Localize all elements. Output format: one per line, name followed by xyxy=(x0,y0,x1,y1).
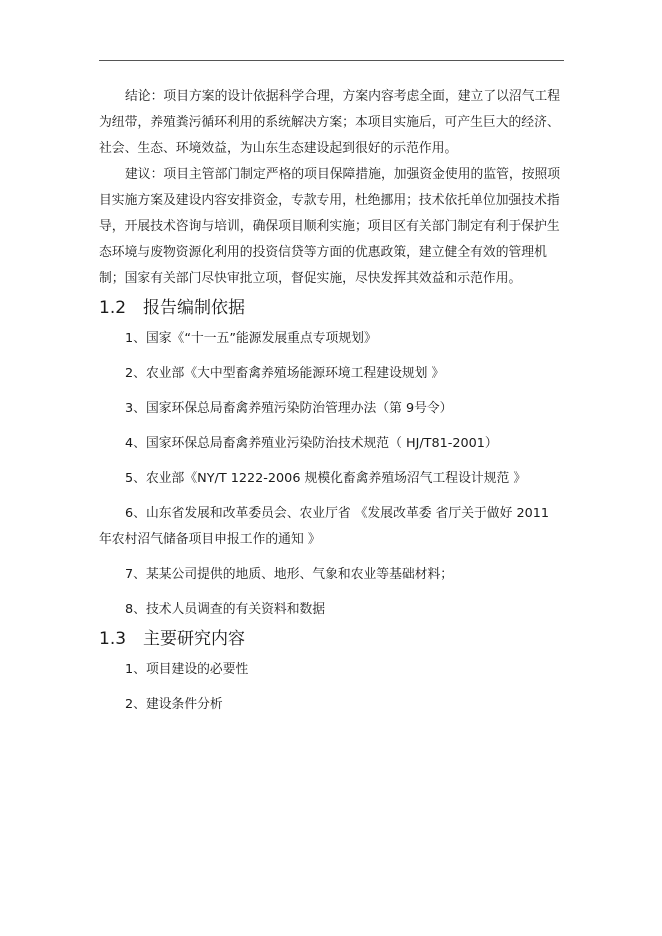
header-rule xyxy=(99,60,564,61)
list-item: 1、国家《“十一五”能源发展重点专项规划》 xyxy=(125,331,377,346)
list-item: 1、项目建设的必要性 xyxy=(125,662,249,677)
document-page xyxy=(99,84,561,718)
list-item: 8、技术人员调查的有关资料和数据 xyxy=(125,602,326,617)
conclusion-paragraph: 结论：项目方案的设计依据科学合理，方案内容考虑全面，建立了以沼气工程为纽带，养殖粪污循环利用的系统解决方案；本项目实施后，可产生巨大的经济、社会、生态、环境效益，为山东生态建设起到很好的示范作用。 xyxy=(99,89,561,156)
section-title: 主要研究内容 xyxy=(143,629,245,649)
list-item: 7、某某公司提供的地质、地形、气象和农业等基础材料； xyxy=(125,567,454,582)
section-1-2-list xyxy=(99,326,561,623)
list-item: 5、农业部《NY/T 1222-2006 规模化畜禽养殖场沼气工程设计规范 》 xyxy=(125,471,527,486)
section-1-3-list xyxy=(99,657,561,718)
list-item: 6、山东省发展和改革委员会、农业厅省 《发展改革委 省厅关于做好 2011年农村沼气储备项目申报工作的通知 》 xyxy=(99,506,550,547)
list-item: 4、国家环保总局畜禽养殖业污染防治技术规范（ HJ/T81-2001） xyxy=(125,436,498,451)
list-item: 3、国家环保总局畜禽养殖污染防治管理办法（第 9号令） xyxy=(125,401,453,416)
suggestion-paragraph: 建议：项目主管部门制定严格的项目保障措施，加强资金使用的监管，按照项目实施方案及建设内容安排资金，专款专用，杜绝挪用；技术依托单位加强技术指导，开展技术咨询与培训，确保项目顺利实施；项目区有关部门制定有利于保护生态环境与废物资源化利用的投资信贷等方面的优惠政策，建立健全有效的管理机制；国家有关部门尽快审批立项，督促实施，尽快发挥其效益和示范作用。 xyxy=(99,167,561,286)
section-number: 1.3 xyxy=(99,629,127,649)
list-item: 2、建设条件分析 xyxy=(125,697,223,712)
section-number: 1.2 xyxy=(99,298,127,318)
section-title: 报告编制依据 xyxy=(143,298,245,318)
section-heading-1-2 xyxy=(99,297,561,319)
list-item: 2、农业部《大中型畜禽养殖场能源环境工程建设规划 》 xyxy=(125,366,445,381)
section-heading-1-3 xyxy=(99,628,561,650)
